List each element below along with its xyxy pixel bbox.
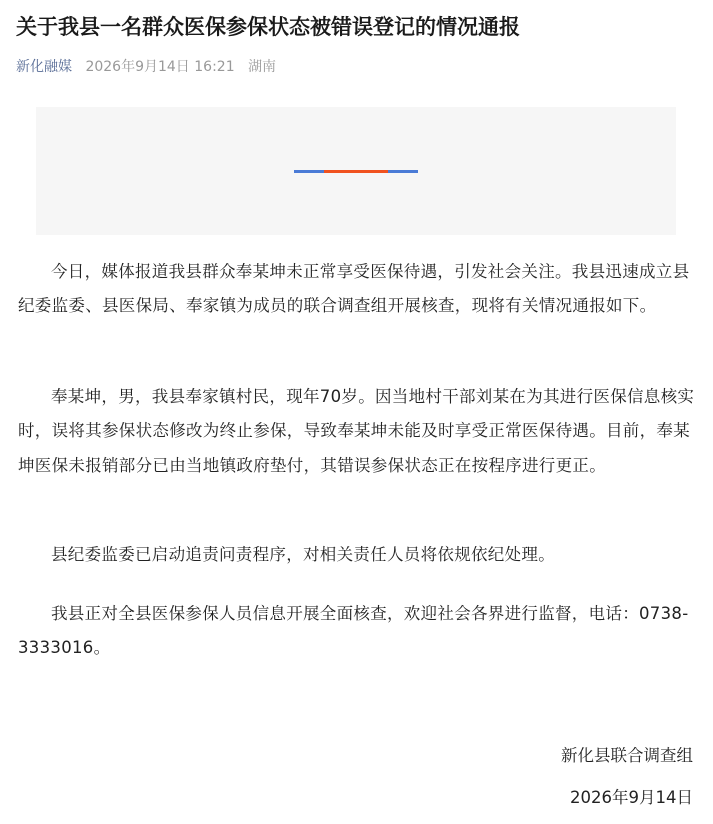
- publish-location: 湖南: [248, 59, 277, 75]
- loading-bar-middle: [324, 170, 388, 173]
- loading-bar-left: [294, 170, 324, 173]
- media-placeholder: [36, 107, 676, 235]
- article-meta: [16, 57, 276, 77]
- source-link[interactable]: 新化融媒: [16, 59, 72, 75]
- signature-organization: 新化县联合调查组: [561, 746, 693, 765]
- paragraph-accountability: 县纪委监委已启动追责问责程序，对相关责任人员将依规依纪处理。: [51, 545, 555, 564]
- paragraph-intro: 今日，媒体报道我县群众奉某坤未正常享受医保待遇，引发社会关注。我县迅速成立县纪委监委、县医保局、奉家镇为成员的联合调查组开展核查，现将有关情况通报如下。: [18, 262, 690, 316]
- publish-datetime: 2026年9月14日 16:21: [85, 59, 235, 75]
- paragraph-details: 奉某坤，男，我县奉家镇村民，现年70岁。因当地村干部刘某在为其进行医保信息核实时，误将其参保状态修改为终止参保，导致奉某坤未能及时享受正常医保待遇。目前，奉某坤医保未报销部分已由当地镇政府垫付，其错误参保状态正在按程序进行更正。: [18, 387, 695, 475]
- paragraph-verification: 我县正对全县医保参保人员信息开展全面核查，欢迎社会各界进行监督，电话：0738-3333016。: [18, 604, 689, 658]
- loading-bar-right: [388, 170, 418, 173]
- signature-date: 2026年9月14日: [570, 788, 693, 807]
- article-title: 关于我县一名群众医保参保状态被错误登记的情况通报: [16, 15, 520, 39]
